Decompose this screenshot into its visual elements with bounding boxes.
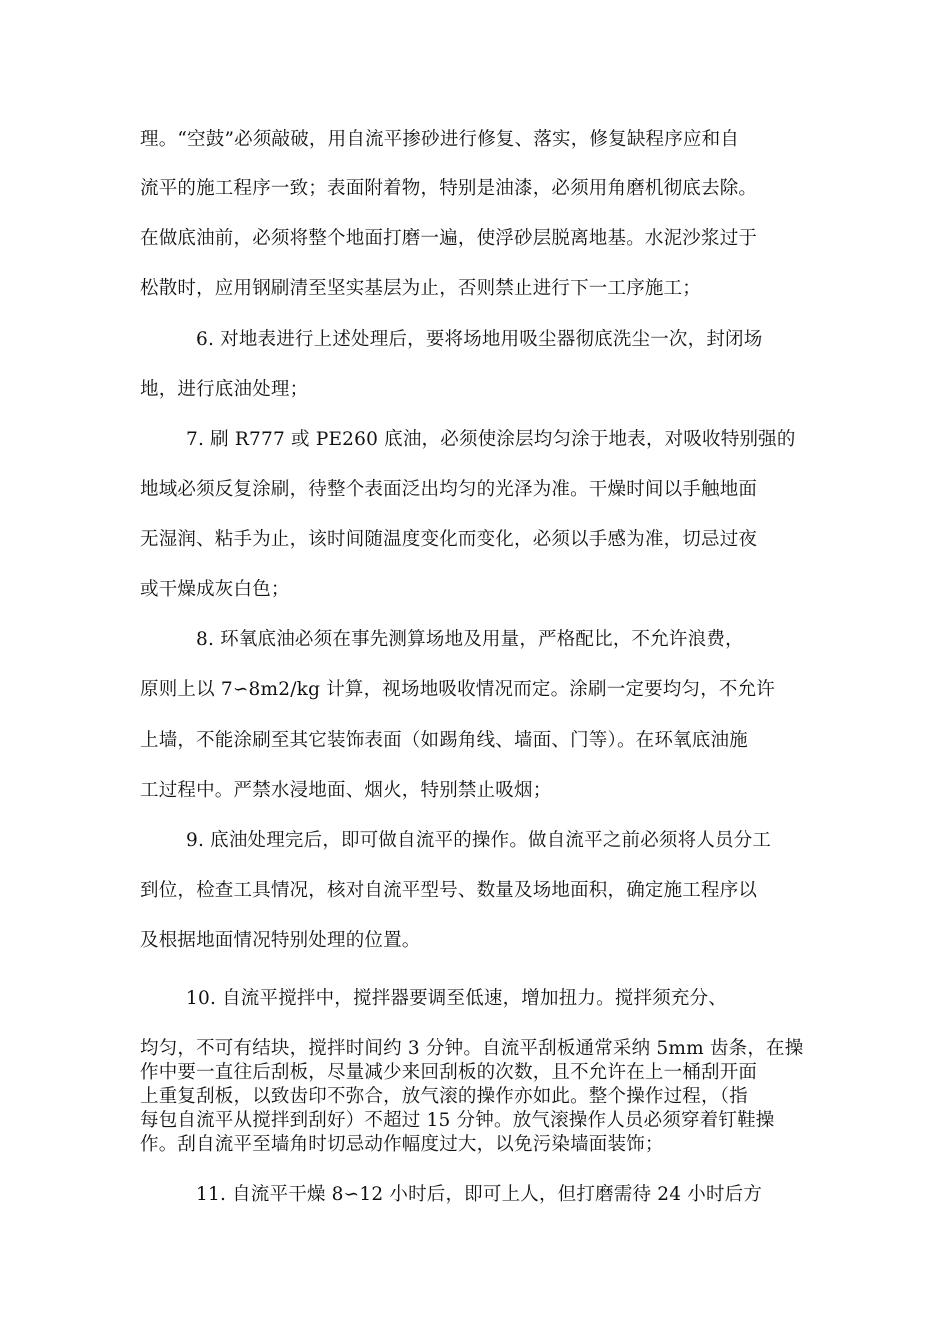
text-line: 8. 环氧底油必须在事先测算场地及用量，严格配比，不允许浪费，: [196, 629, 744, 650]
text-line: 松散时，应用钢刷清至坚实基层为止，否则禁止进行下一工序施工；: [140, 278, 702, 299]
text-line: 均匀，不可有结块，搅拌时间约 3 分钟。自流平刮板通常采纳 5mm 齿条，在操: [140, 1038, 804, 1059]
text-line: 到位，检查工具情况，核对自流平型号、数量及场地面积，确定施工程序以: [140, 880, 758, 901]
text-line: 或干燥成灰白色；: [140, 579, 290, 600]
text-line: 9. 底油处理完后，即可做自流平的操作。做自流平之前必须将人员分工: [186, 830, 772, 851]
text-line: 作中要一直往后刮板，尽量减少来回刮板的次数，且不允许在上一桶刮开面: [140, 1062, 758, 1083]
text-line: 每包自流平从搅拌到刮好）不超过 15 分钟。放气滚操作人员必须穿着钉鞋操: [140, 1110, 775, 1131]
text-line: 工过程中。严禁水浸地面、烟火，特别禁止吸烟；: [140, 780, 552, 801]
text-line: 11. 自流平干燥 8∽12 小时后，即可上人，但打磨需待 24 小时后方: [196, 1184, 763, 1205]
text-line: 上墙，不能涂刷至其它装饰表面（如踢角线、墙面、门等）。在环氧底油施: [140, 730, 748, 751]
text-line: 流平的施工程序一致；表面附着物，特别是油漆，必须用角磨机彻底去除。: [140, 178, 758, 199]
text-line: 6. 对地表进行上述处理后，要将场地用吸尘器彻底洗尘一次，封闭场: [196, 329, 763, 350]
text-line: 在做底油前，必须将整个地面打磨一遍，使浮砂层脱离地基。水泥沙浆过于: [140, 228, 758, 249]
text-line: 原则上以 7∽8m2/kg 计算，视场地吸收情况而定。涂刷一定要均匀，不允许: [140, 679, 776, 700]
text-line: 地，进行底油处理；: [140, 379, 309, 400]
text-line: 无湿润、粘手为止，该时间随温度变化而变化，必须以手感为准，切忌过夜: [140, 529, 758, 550]
text-line: 作。刮自流平至墙角时切忌动作幅度过大，以免污染墙面装饰；: [140, 1134, 664, 1155]
text-line: 及根据地面情况特别处理的位置。: [140, 930, 421, 951]
text-line: 上重复刮板，以致齿印不弥合，放气滚的操作亦如此。整个操作过程，（指: [140, 1086, 748, 1107]
text-line: 地域必须反复涂刷，待整个表面泛出均匀的光泽为准。干燥时间以手触地面: [140, 479, 758, 500]
text-line: 7. 刷 R777 或 PE260 底油，必须使涂层均匀涂于地表，对吸收特别强的: [186, 429, 796, 450]
text-line: 理。“空鼓”必须敲破，用自流平掺砂进行修复、落实，修复缺程序应和自: [140, 129, 740, 150]
text-line: 10. 自流平搅拌中，搅拌器要调至低速，增加扭力。搅拌须充分、: [186, 988, 728, 1009]
